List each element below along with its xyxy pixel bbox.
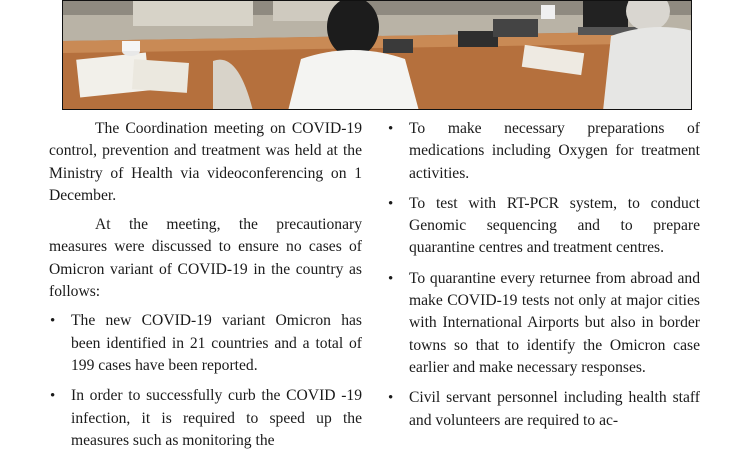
meeting-photo: [62, 0, 692, 110]
list-item: • Civil servant personnel including health staff and volunteers are required to ac-: [387, 387, 700, 432]
list-item: • To quarantine every returnee from abroad and make COVID-19 tests not only at major cities with International Airports but also in border towns so that to identify the Omicron case earlier and make necessary responses.: [387, 268, 700, 379]
right-column: [387, 118, 700, 440]
left-column: [49, 118, 362, 460]
intro-paragraph: The Coordination meeting on COVID-19 control, prevention and treatment was held at the Ministry of Health via videoconferencing on 1 December.: [49, 120, 362, 204]
list-item: • The new COVID-19 variant Omicron has been identified in 21 countries and a total of 199 cases have been reported.: [49, 310, 362, 377]
list-item: • To make necessary preparations of medications including Oxygen for treatment activities.: [387, 118, 700, 185]
meeting-photo-illustration: [63, 1, 692, 110]
measures-paragraph: At the meeting, the precautionary measures were discussed to ensure no cases of Omicron variant of COVID-19 in the country as follows:: [49, 216, 362, 301]
left-bullet-list: [49, 310, 362, 452]
right-bullet-list: [387, 118, 700, 432]
list-item: • To test with RT-PCR system, to conduct Genomic sequencing and to prepare quarantine centres and treatment centres.: [387, 193, 700, 260]
list-item: • In order to successfully curb the COVID -19 infection, it is required to speed up the measures such as monitoring the: [49, 385, 362, 452]
